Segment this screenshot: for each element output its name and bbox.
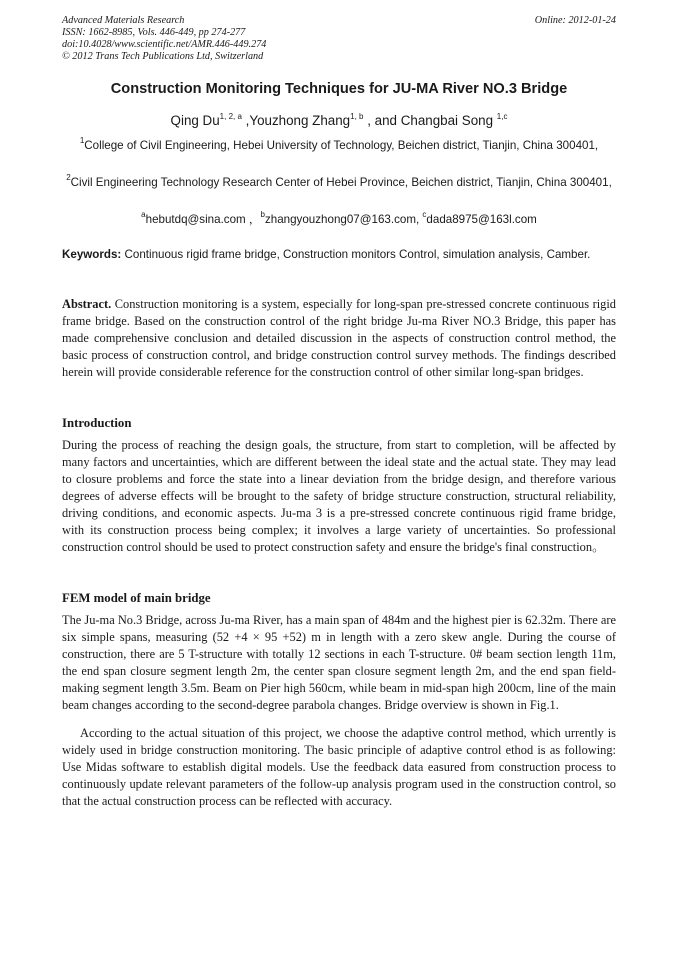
journal-header [62,15,616,63]
email-address: dada8975@163l.com [426,213,537,226]
abstract-label: Abstract. [62,297,112,311]
affiliation-superscript: 2 [66,173,71,182]
affiliation-text: College of Civil Engineering, Hebei University of Technology, Beichen district, Tianjin, China 300401, [84,139,599,152]
paper-title: Construction Monitoring Techniques for JU-MA River NO.3 Bridge [110,81,568,97]
doi-line: doi:10.4028/www.scientific.net/AMR.446-449.274 [62,39,267,50]
fem-paragraph-2: According to the actual situation of this project, we choose the adaptive control method, which urrently is widely used in bridge construction monitoring. The basic principle of adaptive control ethod is as following: Use Midas software to establish digital models. Use the feedback data easured from construction process to continuously update relevant parameters of the follow-up analysis program used in the construction control, so that the actual construction process can be reflected with accuracy. [62,726,616,808]
introduction-paragraph: During the process of reaching the design goals, the structure, from start to completion, will be affected by many factors and uncertainties, which are different between the ideal state and the actual state. They may lead to closure problems and force the state into a linear deviation from the bridge design, and therefore various degrees of adverse effects will be brought to the safety of bridge structure construction, structural reliability, driving conditions, and economic aspects. Ju-ma 3 is a pre-stressed concrete continuous rigid frame bridge, with its construction process being complex; it involves a large variety of uncertainties. So professional construction control should be used to protect construction safety and ensure the bridge's final construction。 [62,438,616,554]
author-name: , and Changbai Song [363,113,497,128]
author-superscript: 1, 2, a [219,112,242,121]
keywords-text: Continuous rigid frame bridge, Construction monitors Control, simulation analysis, Camber. [121,248,591,261]
fem-paragraph-1: The Ju-ma No.3 Bridge, across Ju-ma River, has a main span of 484m and the highest pier is 62.32m. There are six simple spans, measuring (52 +4 × 95 +52) m in length with a zero skew angle. During the course of construction, there are 5 T-structure with totally 12 sections in each T-structure. 0# beam section length 11m, the end span closure segment length 2m, the center span closure segment length 2m, and the end span field-making segment length 3.5m. Beam on Pier high 560cm, while beam in mid-span high 200cm, line of the main beam changes according to the second-degree parabola changes. Bridge overview is shown in Fig.1. [62,613,616,712]
section-heading-fem: FEM model of main bridge [62,591,211,605]
email-address: hebutdq@sina.com ， [145,213,261,226]
abstract-text: Construction monitoring is a system, especially for long-span pre-stressed concrete continuous rigid frame bridge. Based on the construction control of the right bridge Ju-ma River NO.3 Bridge, this paper has made comprehensive conclusion and detailed discussion in the aspects of construction control method, the basic process of construction control, and bridge construction control survey methods. The findings described herein will provide considerable reference for the construction control of other similar long-span bridges. [62,297,616,379]
keywords-paragraph [62,247,616,263]
affiliation-superscript: 1 [79,136,85,145]
online-date: Online: 2012-01-24 [534,15,616,26]
affiliation-1 [62,138,616,154]
keywords-label: Keywords: [62,248,122,261]
author-superscript: 1,c [496,112,508,121]
author-name: Qing Du [170,113,220,128]
email-address: zhangyouzhong07@163.com, [264,213,423,226]
copyright-line: © 2012 Trans Tech Publications Ltd, Switzerland [62,51,264,62]
email-superscript: c [422,210,427,219]
section-heading-introduction: Introduction [62,416,132,430]
affiliation-2 [62,175,616,191]
email-superscript: a [141,210,146,219]
email-superscript: b [260,210,265,219]
abstract-paragraph [62,296,616,381]
issn-line: ISSN: 1662-8985, Vols. 446-449, pp 274-277 [62,27,246,38]
author-superscript: 1, b [350,112,364,121]
affiliation-text: Civil Engineering Technology Research Center of Hebei Province, Beichen district, Tianjin, China 300401, [70,176,612,189]
journal-name: Advanced Materials Research [62,15,185,26]
author-name: ,Youzhong Zhang [241,113,351,128]
email-list [62,211,616,227]
author-list [62,113,616,128]
